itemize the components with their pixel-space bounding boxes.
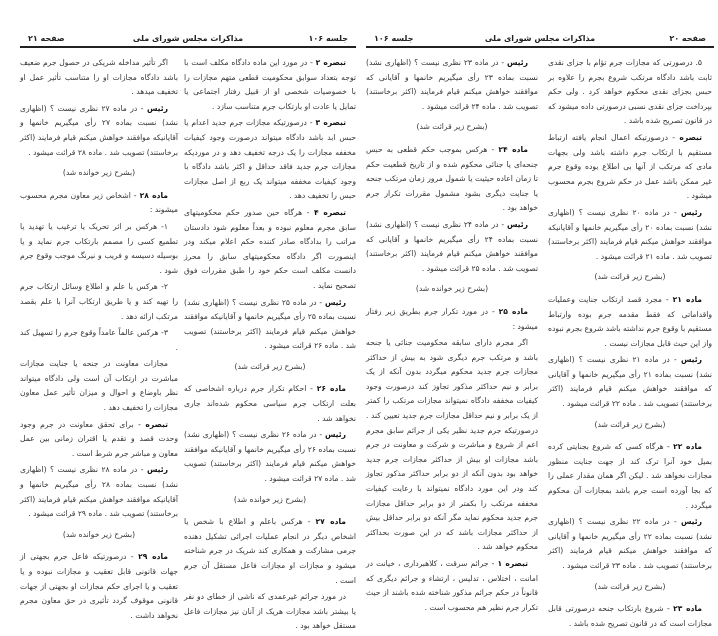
paragraph-text: اگر تأثیر مداخله شریکی در حصول جرم ضعیف باشد دادگاه مجازات او را متناسب تأثیر عمل او تخفیف میدهد . (20, 58, 178, 97)
paragraph-text: - در ماده ۲۲ نظری نیست ؟ (اظهاری نشد) نسبت بماده ۲۲ رأی میگیریم خانمها و آقایانی که موافقند خواهش میکنم قیام فرمایند (اکثر برخاستند) تصویب شد . ماده ۲۳ قرائت میشود . (548, 517, 712, 570)
page-number: صفحه ۲۱ (28, 34, 65, 43)
paragraph (184, 116, 356, 204)
paragraph-heading: تبصره (679, 132, 702, 142)
paragraph (184, 515, 356, 588)
paragraph-text: - در ماده ۲۴ نظری نیست ؟ (اظهاری نشد) نسبت بماده ۲۴ رأی میگیریم خانمها و آقایانی که موافقند خواهش میکنم قیام فرمایند (اکثر برخاستند) تصویب شد . ماده ۲۵ قرائت میشود . (366, 219, 538, 273)
paragraph-heading: تبصره ۴ (313, 207, 346, 217)
page-header-right (366, 34, 714, 48)
paragraph-text: - در مورد تکرار جرم بطریق زیر رفتار میشود : (366, 306, 538, 331)
paragraph (366, 336, 538, 555)
paragraph-text: در مورد جرائم غیرعمدی که ناشی از خطای دو نفر یا بیشتر باشد مجازات هریک از آنان نیز مجازات فاعل مستقل خواهد بود . (184, 592, 356, 631)
paragraph (366, 56, 538, 114)
paragraph-text: - درصورتیکه مجازات جرم جدید اعدام یا حبس ابد باشد دادگاه میتواند درصورت وجود کیفیات مخففه مجازات را یک درجه تخفیف دهد و در موردیکه مجازات جرم جدید فاقد حداقل و اکثر باشد دادگاه با وجود کیفیات مخففه میتواند یک ربع از اصل مجازات حبس را تخفیف دهد . (184, 118, 356, 201)
paragraph-heading: ماده ۲۹ (138, 552, 168, 562)
paragraph-heading: رئیس (324, 430, 347, 440)
paragraph (20, 102, 178, 160)
paragraph-heading: تبصره ۳ (315, 118, 346, 128)
paragraph (366, 218, 538, 276)
paragraph-text: ۲- هرکس با علم و اطلاع وسائل ارتکاب جرم را تهیه کند و یا طریق ارتکاب آنرا با علم بقصد مرتکب ارائه دهد . (20, 282, 178, 321)
paragraph-text: - احکام تکرار جرم درباره اشخاصی که بعلت ارتکاب جرم سیاسی محکوم شده‌اند جاری نخواهد شد . (184, 384, 356, 423)
reading-note: (بشرح زیر قرائت شد) (594, 419, 666, 429)
paragraph (184, 56, 356, 114)
paragraph-text: - در ماده ۲۳ نظری نیست ؟ (اظهاری نشد) نسبت بماده ۲۳ رأی میگیریم خانمها و آقایانی که موافقند خواهش میکنم قیام فرمایند (اکثر برخاستند) تصویب شد . ماده ۲۴ قرائت میشود . (366, 58, 538, 111)
paragraph-heading: تبصره (145, 419, 168, 429)
paragraph-heading: رئیس (506, 219, 529, 229)
text-column (366, 56, 538, 617)
page-number: صفحه ۲۰ (669, 34, 706, 43)
paragraph (366, 557, 538, 615)
paragraph-heading: ماده ۲۱ (672, 294, 702, 304)
paragraph-text: - در ماده ۲۸ نظری نیست ؟ (اظهاری نشد) نسبت بماده ۲۸ رأی میگیریم خانمها و آقایانیکه موافقند خواهش میکنم قیام فرمایند (اکثر برخاستند) تصویب شد . ماده ۲۹ قرائت میشود . (20, 465, 178, 519)
reading-note: (بشرح زیر قرائت شد) (416, 122, 488, 132)
paragraph-text: - شروع بارتکاب جنحه درصورتی قابل مجازات است که در قانون تصریح شده باشد . (548, 604, 712, 628)
paragraph-text: - در ماده ۲۷ نظری نیست ؟ (اظهاری نشد) نسبت بماده ۲۷ رأی میگیریم خانمها و آقایانیکه موافقند خواهش میکنم قیام فرمایند (اکثر برخاستند) تصویب شد . ماده ۲۸ قرائت میشود . (20, 103, 178, 157)
paragraph (184, 428, 356, 486)
paragraph-text: - درصورتیکه اعمال انجام یافته ارتباط مستقیم با ارتکاب جرم داشته باشد ولی بجهات مادی که مرتکب از آنها بی اطلاع بوده وقوع جرم غیر ممکن باشد عمل در حکم شروع بجرم محسوب میشود . (548, 132, 712, 201)
paragraph (184, 382, 356, 426)
paragraph (548, 206, 712, 264)
paragraph (548, 440, 712, 513)
paragraph-text: ۳- هرکس عالماً عامداً وقوع جرم را تسهیل کند . (20, 328, 178, 352)
paragraph (20, 56, 178, 100)
reading-note: (بشرح زیر قرائت شد) (234, 361, 306, 371)
paragraph-text: - برای تحقق معاونت در جرم وجود وحدت قصد و تقدم یا اقتران زمانی بین عمل معاون و مباشر جرم شرط است . (20, 419, 178, 458)
paragraph (20, 550, 178, 623)
text-column (20, 56, 178, 625)
paragraph (548, 293, 712, 351)
paragraph (548, 602, 712, 631)
paragraph (548, 353, 712, 411)
reading-note: (بشرح زیر خوانده شد) (233, 494, 307, 504)
paragraph-text: - هرگاه حین صدور حکم محکومیتهای سابق مجرم معلوم نبوده و بعداً معلوم شود دادستان مراتب را بدادگاه صادر کننده حکم اعلام میکند ودر اینصورت اگر دادگاه محکومیتهای سابق را محرز دانست مکلف است حکم خود را طبق مقررات فوق تصحیح نماید . (184, 207, 356, 290)
paragraph-text: مجازات معاونت در جنحه یا جنایت مجازات مباشرت در ارتکاب آن است ولی دادگاه میتواند نظر باوضاع و احوال و میزان تأثیر عمل معاون مجازات را تخفیف دهد . (20, 359, 178, 413)
paragraph (20, 418, 178, 462)
reading-note: (بشرح زیر خوانده شد) (415, 284, 489, 294)
reading-note: (بشرح زیر قرائت شد) (594, 272, 666, 282)
text-column (184, 56, 356, 636)
paragraph-heading: تبصره ۱ (497, 559, 528, 568)
paragraph-text: - هرکس بموجب حکم قطعی به حبس جنحه‌ای یا جنائی محکوم شده و از تاریخ قطعیت حکم تا زمان اعاده حیثیت یا شمول مرور زمان مرتکب جنحه یا جنایت دیگری بشود مشمول مقررات تکرار جرم خواهد بود . (366, 144, 538, 213)
paragraph-text: - اشخاص زیر معاون مجرم محسوب میشوند : (20, 190, 178, 215)
paragraph-text: - هرگاه کسی که شروع بجنایتی کرده بمیل خود آنرا ترک کند از جهت جنایت منظور مجازات نخواهد شد . لیکن اگر همان مقدار عملی را که بجا آورده است جرم باشد بمجازات آن محکوم میگردد . (548, 442, 712, 510)
paragraph (184, 590, 356, 634)
paragraph-heading: رئیس (680, 517, 703, 527)
session-number: جلسه ۱۰۶ (308, 34, 348, 43)
paragraph-text: - در ماده ۲۵ نظری نیست ؟ (اظهاری نشد) نسبت بماده ۲۵ رأی میگیریم خانمها و آقایانیکه موافقند خواهش میکنم قیام فرمایند (اکثر برخاستند) تصویب شد . ماده ۲۶ قرائت میشود . (184, 297, 356, 351)
paragraph-heading: رئیس (680, 355, 703, 365)
paragraph-heading: رئیس (506, 58, 529, 67)
paragraph-heading: ماده ۲۵ (498, 306, 528, 316)
paragraph (20, 280, 178, 324)
paragraph (548, 131, 712, 204)
paragraph-text: - مجرد قصد ارتکاب جنایت وعملیات واقداماتی که فقط مقدمه جرم بوده وارتباط مستقیم با وقوع جرم نداشته باشد شروع بجرم نبوده واز این حیث قابل مجازات نیست . (548, 294, 712, 348)
paragraph-text: - جرائم سرقت ، کلاهبرداری ، خیانت در امانت ، اختلاس ، تدلیس ، ارتشاء و جرائم دیگری که قانوناً در حکم جرائم مذکور شناخته شده باشند از حیث تکرار جرم نظیر هم محسوب است . (366, 559, 538, 612)
publication-title: مذاکرات مجلس شورای ملی (484, 34, 596, 43)
paragraph (548, 515, 712, 573)
paragraph-heading: ماده ۲۲ (673, 442, 702, 452)
paragraph-heading: تبصره ۲ (315, 58, 346, 67)
paragraph-text: اگر مجرم دارای سابقه محکومیت جنائی یا جنحه باشد و مرتکب جرم دیگری شود به بیش از حداکثر مجازات جرم جدید محکوم میگردد بدون آنکه از یک برابر و نیم حداکثر مذکور تجاوز کند درصورت وجود کیفیات مخففه دادگاه نمیتواند مجازات مرتکب را کمتر از یک برابر و نیم حداقل مجازات جرم جدید تعیین کند . درصورتیکه جرم جدید نظیر یکی از جرائم سابق مجرم اعم از شروع و مباشرت و شرکت و معاونت در جرم باشد مجازات او بیش از حداکثر مجازات جرم جدید خواهد بود بدون آنکه از دو برابر حداکثر مذکور تجاوز کند ودر این مورد دادگاه نمیتواند با رعایت کیفیات مخففه مرتکب را بکمتر از دو برابر حداقل مجازات جرم جدید محکوم نماید مگر آنکه دو برابر حداقل بیش از حداکثر مجازات باشد که در این صورت بحداکثر محکوم خواهد شد . (366, 338, 538, 552)
paragraph-heading: ماده ۲۶ (316, 384, 346, 394)
paragraph (548, 56, 712, 129)
paragraph (20, 189, 178, 218)
paragraph-text: - در ماده ۲۰ نظری نیست ؟ (اظهاری نشد) نسبت بماده ۲۰ رأی میگیریم خانمها و آقایانیکه موافقند خواهش میکنم قیام فرمایند (اکثر برخاستند) تصویب شد . ماده ۲۱ قرائت میشود . (548, 207, 712, 261)
paragraph (184, 206, 356, 294)
paragraph-text: ۱- هرکس بر اثر تحریک یا ترغیب یا تهدید یا تطمیع کسی را مصمم بارتکاب جرم نماید و یا بوسیله دسیسه و فریب و نیرنگ موجب وقوع جرم شود . (20, 221, 178, 275)
paragraph-text: - در مورد این ماده دادگاه مکلف است با توجه بتعداد سوابق محکومیت قطعی متهم مجازات را با خصوصیات شخصی او از قبیل رفتار اجتماعی یا تمایل یا عادت او بارتکاب جرم متناسب سازد . (184, 58, 356, 111)
paragraph-heading: ماده ۲۳ (673, 604, 702, 614)
paragraph-text: - در ماده ۲۱ نظری نیست ؟ (اظهاری نشد) نسبت بماده ۲۱ رأی میگیریم خانمها و آقایانی که موافقند خواهش میکنم قیام فرمایند (اکثر برخاستند) تصویب شد . ماده ۲۲ قرائت میشود . (548, 355, 712, 409)
reading-note: (بشرح زیر خوانده شد) (62, 168, 136, 178)
session-number: جلسه ۱۰۶ (374, 34, 414, 43)
paragraph (184, 296, 356, 354)
paragraph (20, 326, 178, 355)
paragraph-text: ۵. درصورتی که مجازات جرم تؤام با جزای نقدی ثابت باشد دادگاه مرتکب شروع بجرم را علاوه بر حبس بجزای نقدی محکوم خواهد کرد . ولی حکم بپرداخت جزای نقدی نسبی درصورتی داده میشود که در قانون تصریح شده باشد . (548, 58, 712, 126)
paragraph-heading: ماده ۲۷ (315, 517, 346, 527)
paragraph-heading: رئیس (324, 297, 347, 307)
reading-note: (بشرح زیر خوانده شد) (62, 529, 136, 539)
paragraph-heading: ماده ۲۴ (498, 144, 529, 154)
publication-title: مذاکرات مجلس شورای ملی (132, 34, 244, 43)
paragraph-heading: رئیس (680, 207, 703, 217)
paragraph-text: - هرکس باعلم و اطلاع با شخص یا اشخاص دیگر در انجام عملیات اجرائی تشکیل دهنده جرمی مشارکت و همکاری کند شریک در جرم شناخته میشود و مجازات او مجازات فاعل مستقل آن جرم است . (184, 517, 356, 585)
page-header-left (20, 34, 356, 48)
paragraph (366, 305, 538, 334)
paragraph (20, 357, 178, 415)
paragraph (20, 463, 178, 521)
reading-note: (بشرح زیر قرائت شد) (594, 581, 666, 591)
paragraph-heading: رئیس (146, 103, 169, 113)
paragraph (366, 143, 538, 216)
paragraph-text: - درصورتیکه فاعل جرم بجهتی از جهات قانونی قابل تعقیب و مجازات نبوده و یا تعقیب و یا اجرای حکم مجازات او بجهتی از جهات قانونی موقوف گردد تأثیری در حق معاون مجرم نخواهد داشت . (20, 552, 178, 620)
paragraph-text: - در ماده ۲۶ نظری نیست ؟ (اظهاری نشد) نسبت بماده ۲۶ رأی میگیریم خانمها و آقایانیکه موافقند خواهش میکنم قیام فرمایند (اکثر برخاستند) تصویب شد . ماده ۲۷ قرائت میشود . (184, 430, 356, 484)
text-column (548, 56, 712, 633)
paragraph-heading: رئیس (146, 465, 169, 475)
paragraph-heading: ماده ۲۸ (139, 190, 169, 200)
paragraph (20, 220, 178, 278)
